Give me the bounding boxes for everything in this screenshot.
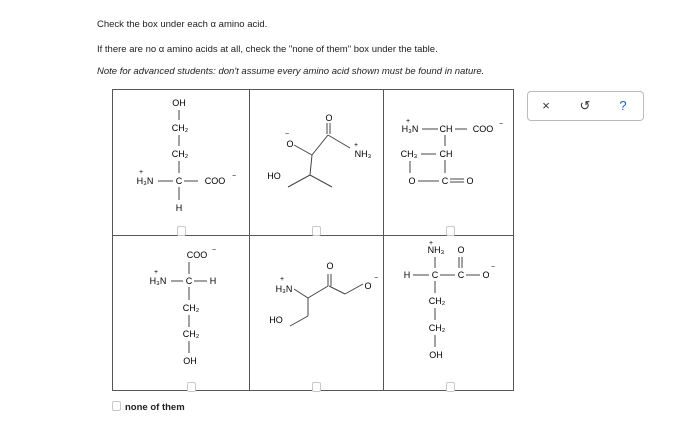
svg-text:−: −: [499, 121, 504, 128]
svg-text:+: +: [280, 276, 285, 283]
checkbox-none-of-them[interactable]: [112, 401, 121, 411]
atom-label: C: [431, 270, 439, 280]
svg-text:+: +: [138, 169, 144, 176]
atom-label: HO: [269, 315, 283, 325]
atom-label: CH₂: [428, 296, 446, 306]
close-icon[interactable]: ×: [542, 98, 550, 113]
atom-label: C: [441, 176, 449, 186]
checkbox-molecule-3[interactable]: [446, 226, 455, 236]
molecule-table: [112, 89, 514, 391]
molecule-4-structure: [113, 236, 249, 390]
molecule-5-structure: [250, 236, 383, 390]
atom-label: CH₂: [182, 329, 200, 339]
atom-label: COO: [204, 176, 226, 186]
checkbox-molecule-4[interactable]: [187, 382, 196, 392]
svg-text:+: +: [354, 142, 359, 149]
atom-label: C: [185, 276, 193, 286]
atom-label: OH: [183, 356, 197, 366]
atom-label: CH₂: [171, 123, 189, 133]
atom-label: O: [482, 270, 490, 280]
instruction-line-3: Note for advanced students: don't assume every amino acid shown must be found in nature.: [97, 66, 485, 77]
atom-label: H₃N: [401, 124, 419, 134]
atom-label: H: [175, 203, 183, 213]
atom-label: CH₃: [400, 149, 418, 159]
atom-label: OH: [429, 350, 443, 360]
atom-label: C: [457, 270, 465, 280]
undo-icon[interactable]: ↺: [579, 98, 591, 113]
molecule-1-structure: [113, 90, 249, 235]
atom-label: O: [286, 139, 294, 149]
instruction-line-1: Check the box under each α amino acid.: [97, 19, 268, 30]
atom-label: NH₃: [354, 149, 372, 159]
svg-text:+: +: [429, 240, 434, 247]
atom-label: CH: [439, 124, 453, 134]
atom-label: H₃N: [136, 176, 154, 186]
atom-label: H₃N: [275, 284, 293, 294]
svg-text:+: +: [406, 118, 411, 125]
atom-label: O: [466, 176, 474, 186]
checkbox-molecule-1[interactable]: [177, 226, 186, 236]
molecule-6-structure: [384, 236, 513, 390]
atom-label: CH: [439, 149, 453, 159]
atom-label: H₃N: [149, 276, 167, 286]
none-of-them-option[interactable]: [112, 400, 185, 413]
checkbox-molecule-6[interactable]: [446, 382, 455, 392]
svg-text:−: −: [285, 131, 290, 138]
svg-text:−: −: [491, 264, 496, 271]
atom-label: O: [326, 261, 334, 271]
checkbox-molecule-5[interactable]: [312, 382, 321, 392]
atom-label: NH₃: [427, 245, 445, 255]
atom-label: H: [209, 276, 217, 286]
atom-label: OH: [172, 98, 186, 108]
atom-label: O: [457, 245, 465, 255]
svg-text:−: −: [212, 247, 217, 254]
atom-label: O: [364, 281, 372, 291]
atom-label: O: [408, 176, 416, 186]
atom-label: C: [175, 176, 183, 186]
none-of-them-label: none of them: [125, 402, 185, 413]
atom-label: COO: [186, 250, 208, 260]
svg-text:−: −: [374, 275, 379, 282]
atom-label: COO: [472, 124, 494, 134]
help-icon[interactable]: ?: [619, 98, 627, 113]
atom-label: CH₂: [182, 303, 200, 313]
svg-text:O: O: [325, 113, 333, 123]
atom-label: CH₂: [171, 149, 189, 159]
atom-label: HO: [267, 171, 281, 181]
atom-label: H: [403, 270, 411, 280]
answer-action-bar: [527, 91, 644, 121]
molecule-3-structure: [384, 90, 513, 235]
instruction-line-2: If there are no α amino acids at all, check the "none of them" box under the table.: [97, 44, 438, 55]
molecule-2-structure: [250, 90, 383, 235]
checkbox-molecule-2[interactable]: [312, 226, 321, 236]
svg-text:+: +: [154, 269, 159, 276]
svg-text:−: −: [232, 173, 237, 180]
atom-label: CH₂: [428, 323, 446, 333]
